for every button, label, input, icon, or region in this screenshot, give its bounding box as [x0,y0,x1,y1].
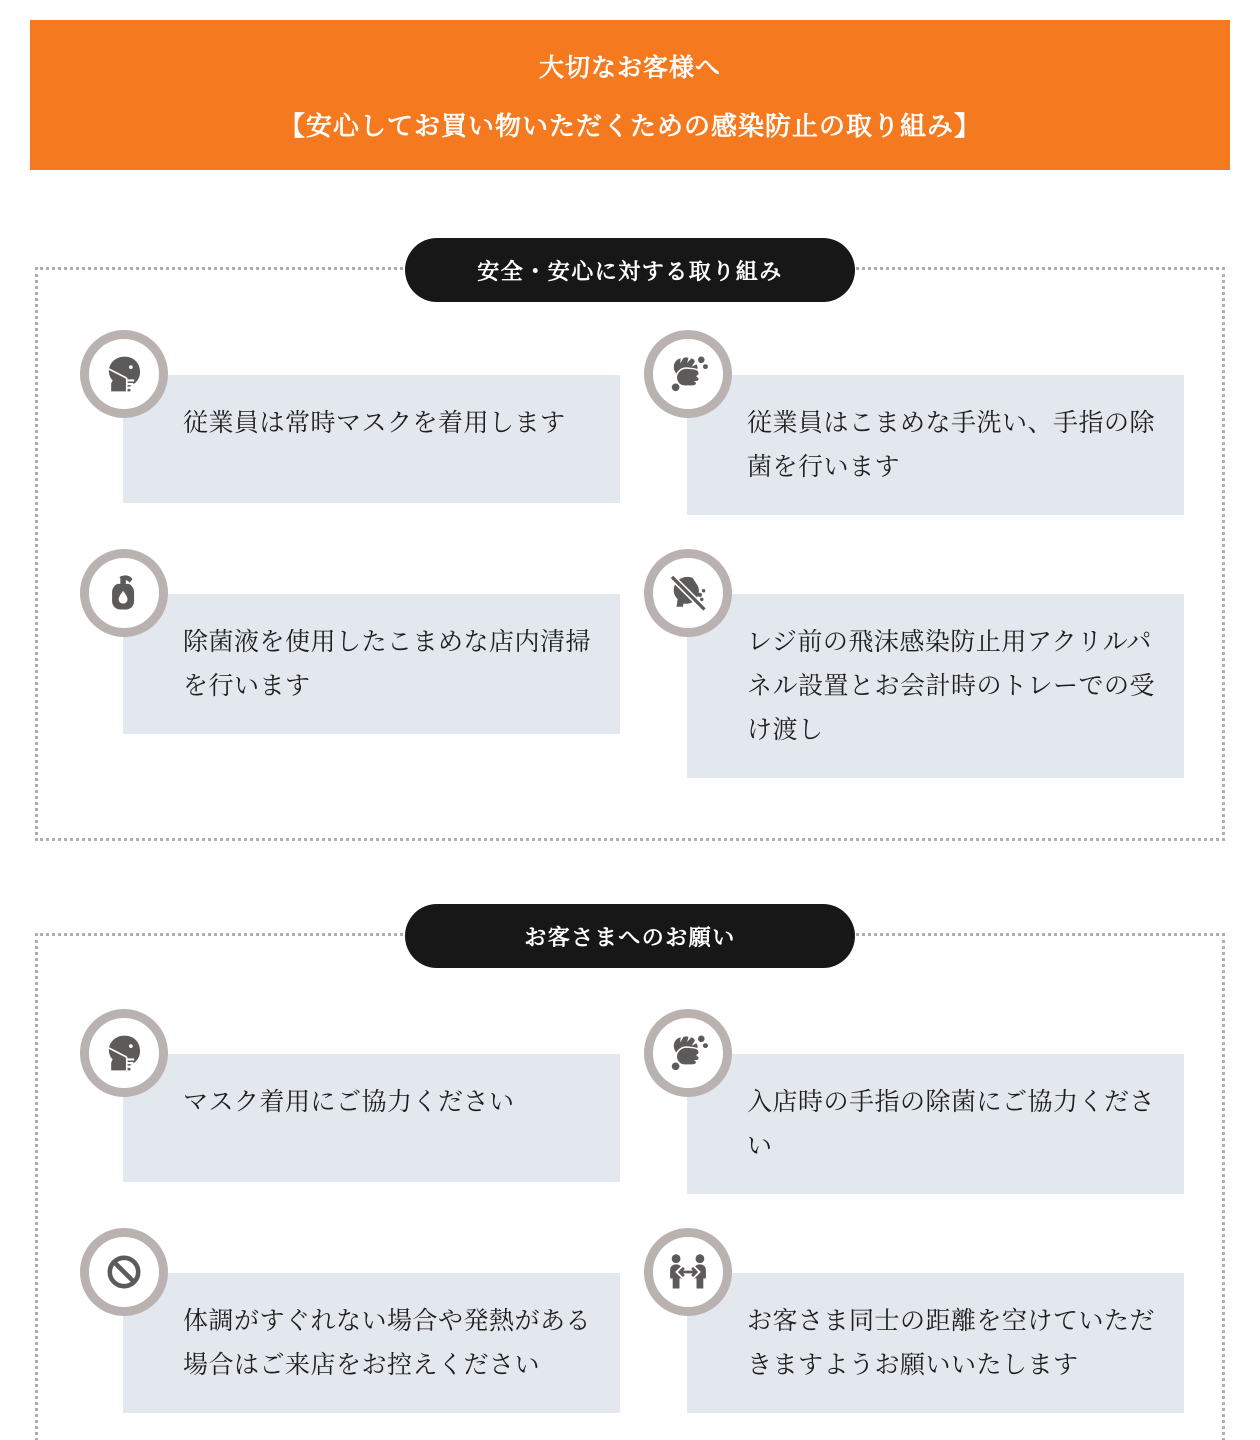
droplet-prevention-icon [644,549,732,637]
item-text: 入店時の手指の除菌にご協力ください [687,1054,1184,1194]
list-item [80,549,620,778]
mask-face-icon [80,1009,168,1097]
item-text: 従業員はこまめな手洗い、手指の除菌を行います [687,375,1184,515]
prohibition-icon [80,1228,168,1316]
header-subtitle: 【安心してお買い物いただくための感染防止の取り組み】 [278,110,981,141]
item-text: 除菌液を使用したこまめな店内清掃を行います [123,594,620,734]
item-text: 従業員は常時マスクを着用します [123,375,620,503]
list-item [80,330,620,515]
item-text: 体調がすぐれない場合や発熱がある場合はご来店をお控えください [123,1273,620,1413]
header-title: 大切なお客様へ [538,53,721,82]
header-banner [30,20,1230,170]
list-item [644,330,1184,515]
item-text: マスク着用にご協力ください [123,1054,620,1182]
mask-face-icon [80,330,168,418]
list-item [80,1009,620,1194]
section-safety-measures [35,258,1225,841]
list-item [644,1228,1184,1413]
list-item [80,1228,620,1413]
section-badge [405,238,855,302]
hand-washing-icon [644,330,732,418]
hand-washing-icon [644,1009,732,1097]
items-grid [80,1009,1184,1413]
item-text: レジ前の飛沫感染防止用アクリルパネル設置とお会計時のトレーでの受け渡し [687,594,1184,778]
items-grid [80,330,1184,778]
sanitizer-bottle-icon [80,549,168,637]
section-badge-label: 安全・安心に対する取り組み [477,258,783,284]
section-customer-requests [35,924,1225,1440]
section-badge [405,904,855,968]
section-badge-label: お客さまへのお願い [524,924,736,950]
social-distance-icon [644,1228,732,1316]
list-item [644,549,1184,778]
list-item [644,1009,1184,1194]
item-text: お客さま同士の距離を空けていただきますようお願いいたします [687,1273,1184,1413]
